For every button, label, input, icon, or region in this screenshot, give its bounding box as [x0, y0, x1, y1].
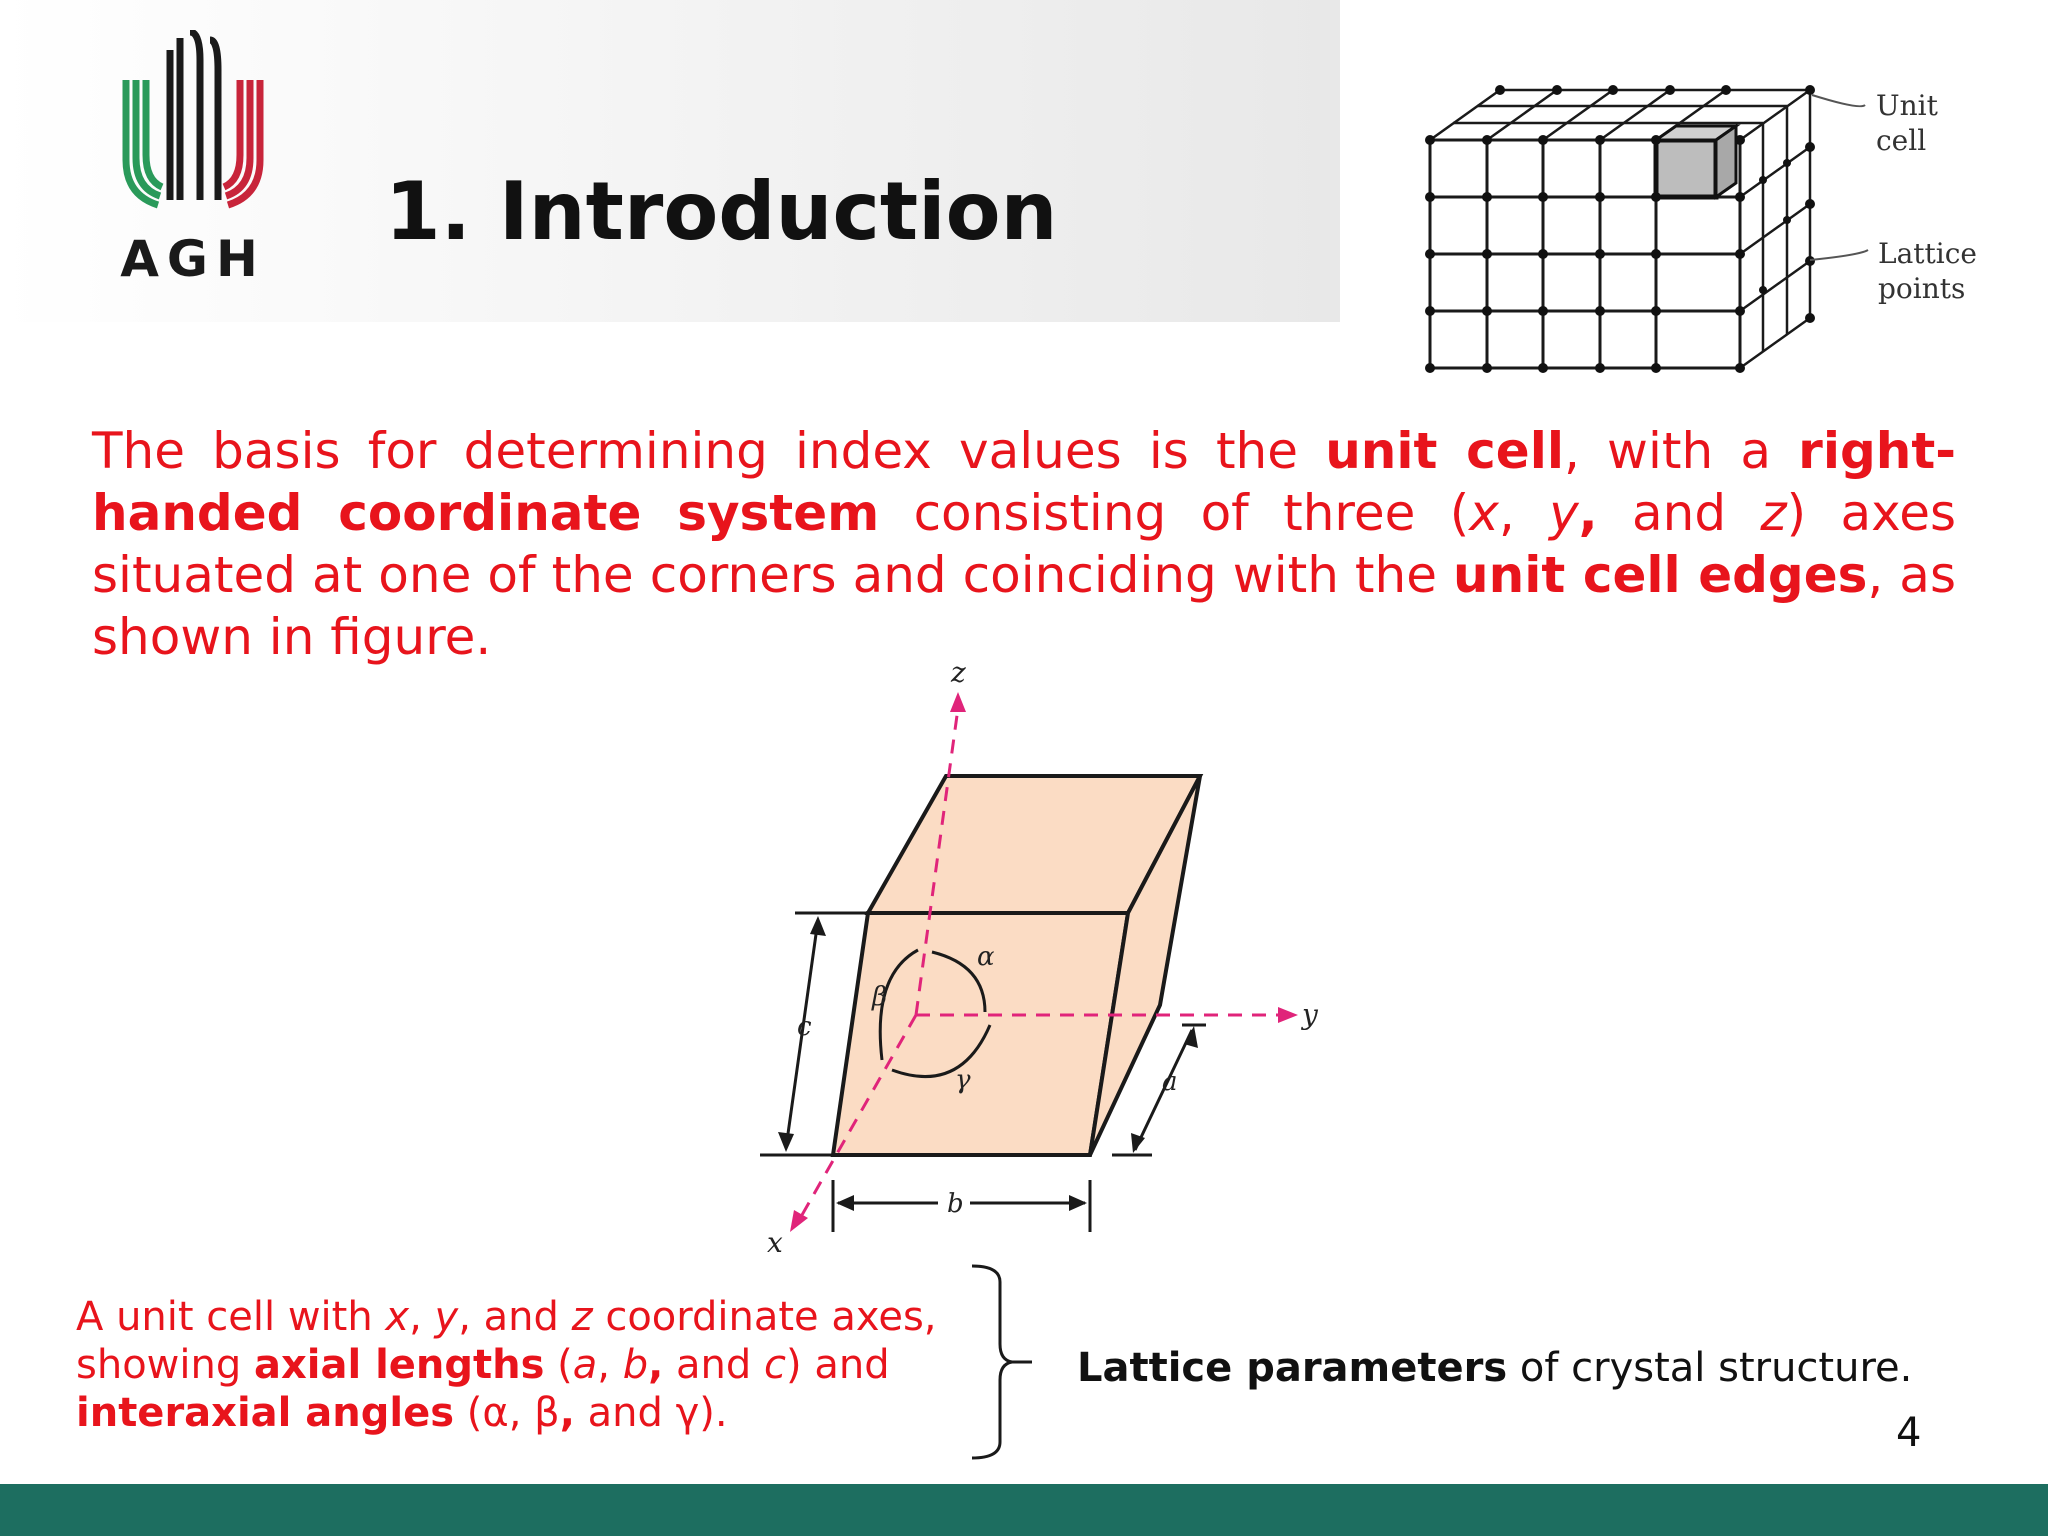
- figure-caption: A unit cell with x, y, and z coordinate axes, showing axial lengths (a, b, and c) and interaxial angles (α, β, and γ).: [76, 1294, 937, 1436]
- lattice-parameters-label: Lattice parameters of crystal structure.: [1077, 1345, 1913, 1391]
- page-number: 4: [1896, 1410, 1922, 1456]
- unit-cell-label-2: cell: [1876, 124, 1927, 157]
- y-arrowhead: [1278, 1007, 1298, 1023]
- slide-title: 1. Introduction: [385, 165, 1058, 258]
- alpha-label: α: [977, 942, 995, 972]
- intro-paragraph: The basis for determining index values is the unit cell, with a right-handed coordinate system consisting of three (x, y, and z) axes situated at one of the corners and coinciding with the unit cell edges, as shown in figure.: [92, 422, 1957, 666]
- curly-brace: [970, 1262, 1040, 1462]
- x-arrowhead: [790, 1210, 808, 1232]
- agh-logo: [118, 30, 268, 290]
- footer-bar: [0, 1484, 2048, 1536]
- axis-x-label: x: [767, 1226, 783, 1259]
- logo-text: AGH: [120, 230, 266, 288]
- beta-label: β: [872, 982, 888, 1012]
- gamma-label: γ: [955, 1065, 971, 1095]
- length-c-label: c: [797, 1012, 812, 1042]
- z-arrowhead: [950, 692, 966, 712]
- length-a-label: a: [1162, 1067, 1178, 1097]
- lattice-points-label-1: Lattice: [1878, 237, 1977, 270]
- unit-cell-label-1: Unit: [1876, 89, 1938, 122]
- lattice-points-label-2: points: [1878, 272, 1966, 305]
- agh-logo-mark: [118, 30, 268, 230]
- axis-y-label: y: [1302, 998, 1318, 1031]
- lattice-points-pointer: [1810, 250, 1868, 260]
- lattice-figure: [1340, 0, 2048, 380]
- axis-z-label: z: [951, 656, 966, 689]
- unit-cell-highlight: [1656, 140, 1716, 197]
- length-b-label: b: [947, 1189, 964, 1219]
- unit-cell-pointer: [1812, 95, 1865, 106]
- unit-cell-figure: [740, 650, 1380, 1270]
